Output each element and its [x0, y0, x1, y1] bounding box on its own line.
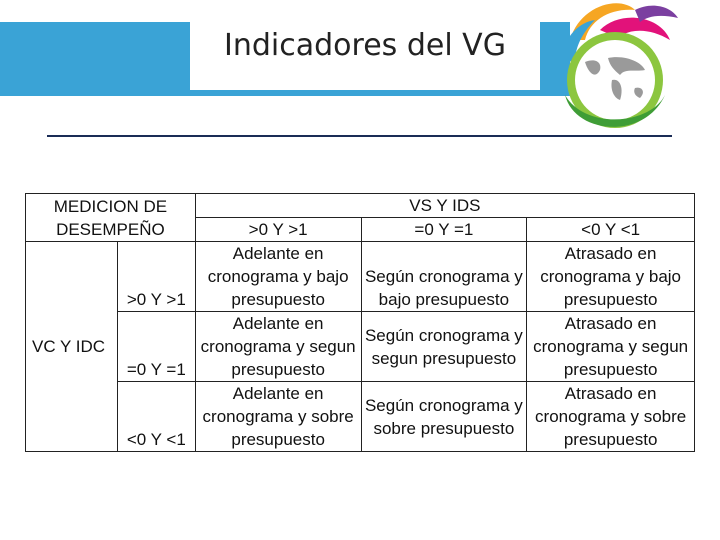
- table-cell: Atrasado en cronograma y bajo presupuesto: [527, 242, 695, 312]
- slide-title: Indicadores del VG: [224, 28, 506, 63]
- table-cell: Atrasado en cronograma y sobre presupuesto: [527, 382, 695, 452]
- table-cell: Atrasado en cronograma y segun presupuesto: [527, 312, 695, 382]
- globe-swirl-logo-icon: [540, 0, 680, 150]
- row-header: >0 Y >1: [117, 242, 195, 312]
- table-cell: Adelante en cronograma y bajo presupuesto: [195, 242, 361, 312]
- table-cell: Según cronograma y segun presupuesto: [361, 312, 527, 382]
- table-cell: Adelante en cronograma y sobre presupuesto: [195, 382, 361, 452]
- row-header: <0 Y <1: [117, 382, 195, 452]
- performance-matrix-table: [25, 193, 695, 452]
- header-divider: [47, 135, 672, 137]
- col-header: =0 Y =1: [361, 218, 527, 242]
- table-cell: Adelante en cronograma y segun presupuesto: [195, 312, 361, 382]
- table-cell: Según cronograma y bajo presupuesto: [361, 242, 527, 312]
- col-header: <0 Y <1: [527, 218, 695, 242]
- row-group-header: VC Y IDC: [26, 242, 118, 452]
- col-group-header: VS Y IDS: [195, 194, 694, 218]
- table-cell: Según cronograma y sobre presupuesto: [361, 382, 527, 452]
- row-header: =0 Y =1: [117, 312, 195, 382]
- col-header: >0 Y >1: [195, 218, 361, 242]
- corner-header: MEDICION DE DESEMPEÑO: [26, 194, 196, 242]
